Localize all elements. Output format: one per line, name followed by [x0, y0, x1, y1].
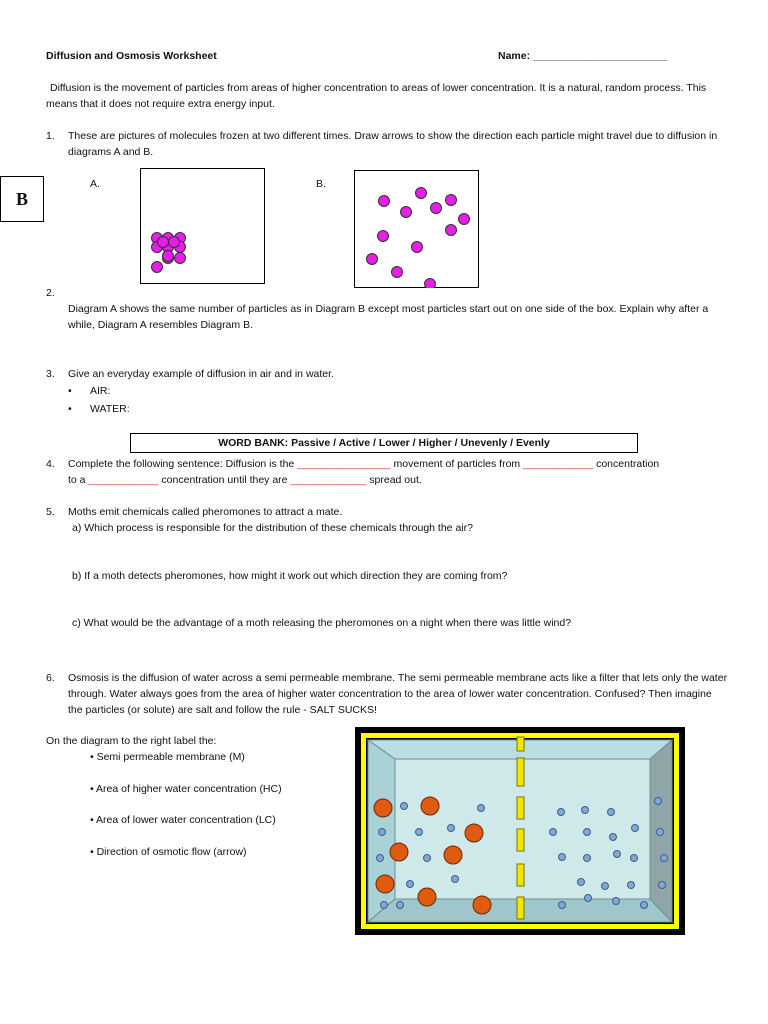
water-molecule — [608, 809, 615, 816]
q6-diagram-intro: On the diagram to the right label the: — [46, 735, 217, 747]
membrane-segment — [517, 829, 524, 851]
q6-item-lower-conc: • Area of lower water concentration (LC) — [90, 814, 276, 826]
water-molecule — [655, 798, 662, 805]
q4-line-2 — [68, 472, 422, 488]
particle — [401, 207, 412, 218]
version-label: B — [15, 188, 28, 209]
water-molecule — [401, 803, 408, 810]
solute-particle — [418, 888, 436, 906]
solute-particle — [376, 875, 394, 893]
water-molecule — [559, 854, 566, 861]
particle — [158, 237, 169, 248]
particle — [446, 225, 457, 236]
diagram-a-label: A. — [90, 178, 100, 190]
q6-item-membrane: • Semi permeable membrane (M) — [90, 751, 245, 763]
water-molecule — [631, 855, 638, 862]
membrane-segment — [517, 737, 524, 751]
membrane-segment — [517, 897, 524, 919]
water-molecule — [584, 855, 591, 862]
q3-text: Give an everyday example of diffusion in air and in water. — [68, 368, 334, 380]
q5-part-c: c) What would be the advantage of a moth releasing the pheromones on a night when there was little wind? — [72, 617, 572, 629]
q4-text: Complete the following sentence: Diffusion is the — [68, 458, 298, 470]
particle — [431, 203, 442, 214]
q4-blank-4[interactable]: _____________ — [290, 474, 367, 486]
solute-particle — [374, 799, 392, 817]
q5-text: Moths emit chemicals called pheromones to attract a mate. — [68, 506, 343, 518]
q3-number: 3. — [46, 368, 55, 380]
water-molecule — [613, 898, 620, 905]
water-molecule — [602, 883, 609, 890]
q6-number: 6. — [46, 672, 55, 684]
membrane-segment — [517, 758, 524, 786]
name-field-label: Name: _______________________ — [498, 50, 668, 62]
particle — [169, 237, 180, 248]
particle — [412, 242, 423, 253]
version-label-box — [0, 176, 44, 222]
solute-particle — [421, 797, 439, 815]
water-molecule — [614, 851, 621, 858]
diagram-b-label: B. — [316, 178, 326, 190]
water-molecule — [641, 902, 648, 909]
q4-blank-2[interactable]: ____________ — [523, 458, 594, 470]
particle — [416, 188, 427, 199]
water-molecule — [585, 895, 592, 902]
water-molecule — [407, 881, 414, 888]
water-molecule — [550, 829, 557, 836]
water-molecule — [416, 829, 423, 836]
water-molecule — [397, 902, 404, 909]
diagram-a — [140, 168, 266, 284]
q1-text: These are pictures of molecules frozen at two different times. Draw arrows to show the direction each particle might travel due to diffusion in diagrams A and B. — [68, 130, 718, 158]
membrane-segment — [517, 864, 524, 886]
solute-particle — [473, 896, 491, 914]
water-molecule — [558, 809, 565, 816]
water-molecule — [448, 825, 455, 832]
q4-line-1 — [68, 456, 738, 472]
q4-text: concentration — [593, 458, 660, 470]
q4-text: spread out. — [366, 474, 422, 486]
intro-paragraph: Diffusion is the movement of particles from areas of higher concentration to areas of lower concentration. It is a natural, random process. This means that it does not require extra energy input. — [46, 82, 707, 110]
particle — [459, 214, 470, 225]
page-title: Diffusion and Osmosis Worksheet — [46, 50, 217, 62]
water-molecule — [381, 902, 388, 909]
particle — [367, 254, 378, 265]
q4-text: concentration until they are — [158, 474, 291, 486]
particle — [425, 279, 436, 289]
q4-blank-1[interactable]: ________________ — [297, 458, 391, 470]
q4-text: to a — [68, 474, 89, 486]
particle — [152, 262, 163, 273]
q5-part-b: b) If a moth detects pheromones, how might it work out which direction they are coming from? — [72, 570, 508, 582]
particle — [378, 231, 389, 242]
water-molecule — [628, 882, 635, 889]
q1-number: 1. — [46, 130, 55, 142]
water-molecule — [632, 825, 639, 832]
particle — [163, 251, 174, 262]
q6-item-higher-conc: • Area of higher water concentration (HC) — [90, 783, 282, 795]
water-molecule — [584, 829, 591, 836]
water-molecule — [424, 855, 431, 862]
solute-particle — [390, 843, 408, 861]
q2-text: Diagram A shows the same number of particles as in Diagram B except most particles start out on one side of the box. Explain why after a while, Diagram A resembles Diagram B. — [68, 303, 709, 331]
q3-water-item: • WATER: — [90, 401, 130, 417]
q6-item-osmotic-flow: • Direction of osmotic flow (arrow) — [90, 846, 247, 858]
q6-text: Osmosis is the diffusion of water across a semi permeable membrane. The semi permeable membrane acts like a filter that lets only the water through. Water always goes from the area of higher water concentration to the area of lower water concentration. Confused? Then imagine the particles (or solute) are salt and follow the rule - SALT SUCKS! — [68, 672, 728, 716]
q4-blank-3[interactable]: ____________ — [88, 474, 159, 486]
water-molecule — [478, 805, 485, 812]
water-molecule — [377, 855, 384, 862]
osmosis-diagram — [355, 727, 685, 935]
water-molecule — [452, 876, 459, 883]
water-molecule — [578, 879, 585, 886]
water-molecule — [661, 855, 668, 862]
particle — [175, 253, 186, 264]
solute-particle — [465, 824, 483, 842]
water-molecule — [379, 829, 386, 836]
q4-text: movement of particles from — [390, 458, 524, 470]
q4-number: 4. — [46, 458, 55, 470]
particle — [446, 195, 457, 206]
diagram-b — [354, 170, 480, 288]
water-molecule — [582, 807, 589, 814]
q5-number: 5. — [46, 506, 55, 518]
q2-number: 2. — [46, 287, 55, 299]
membrane-segment — [517, 797, 524, 819]
water-molecule — [610, 834, 617, 841]
q3-air-item: • AIR: — [90, 383, 110, 399]
water-molecule — [659, 882, 666, 889]
water-molecule — [559, 902, 566, 909]
water-molecule — [657, 829, 664, 836]
word-bank: WORD BANK: Passive / Active / Lower / Higher / Unevenly / Evenly — [130, 433, 638, 453]
particle — [392, 267, 403, 278]
q5-part-a: a) Which process is responsible for the distribution of these chemicals through the air? — [72, 522, 473, 534]
particle — [379, 196, 390, 207]
solute-particle — [444, 846, 462, 864]
